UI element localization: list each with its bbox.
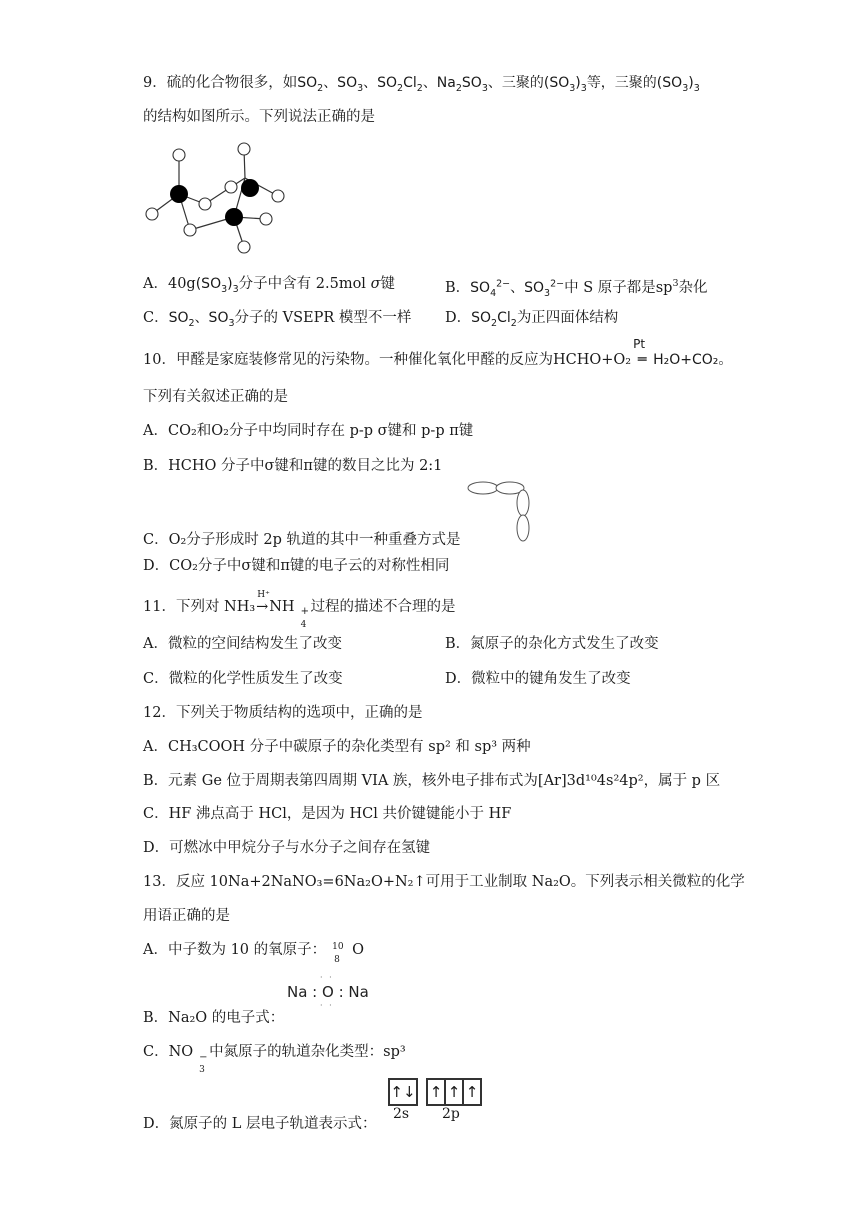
q10-stem-line2: 下列有关叙述正确的是	[143, 389, 288, 405]
q12-option-c[interactable]: C．HF 沸点高于 HCl，是因为 HCl 共价键键能小于 HF	[143, 806, 512, 822]
atomic-number: 8	[334, 955, 340, 965]
q9-option-c[interactable]: C．$SO_2$、$SO_3$分子的 VSEPR 模型不一样	[143, 310, 412, 329]
q9-option-b[interactable]: B．$SO_4^{2-}$、$SO_3^{2-}$中 S 原子都是$sp^3$杂化	[445, 278, 708, 299]
nitrogen-l-shell-orbital-diagram: ↑↓ ↑ ↑ ↑ 2s 2p	[386, 1076, 486, 1126]
q12-option-b[interactable]: B．元素 Ge 位于周期表第四周期 VIA 族，核外电子排布式为[Ar]3d¹⁰4s²4p²，属于 p 区	[143, 773, 721, 789]
q13-stem-line2: 用语正确的是	[143, 908, 230, 924]
orbital-label-2s: 2s	[393, 1106, 410, 1122]
p-orbital-overlap-diagram	[466, 480, 536, 544]
q11-stem: 11．下列对 NH₃ H⁺ →NH + 4 过程的描述不合理的是	[143, 590, 456, 630]
na2o-lewis-structure: · · Na : O : Na · ·	[287, 973, 369, 1010]
q11-option-a[interactable]: A．微粒的空间结构发生了改变	[143, 636, 342, 652]
q10-option-c[interactable]: C．O₂分子形成时 2p 轨道的其中一种重叠方式是	[143, 532, 461, 548]
q13-option-b[interactable]: B．Na₂O 的电子式：	[143, 1010, 285, 1026]
q9-stem: 9．硫的化合物很多，如$SO_2$、$SO_3$、$SO_2Cl_2$、$Na_2SO_3$、三聚的$(SO_3)_3$等，三聚的$(SO_3)_3$	[143, 75, 700, 94]
element-symbol: O	[352, 942, 365, 958]
q13-option-c[interactable]: C．NO − 3 中氮原子的轨道杂化类型：sp³	[143, 1044, 406, 1075]
q13-option-d[interactable]: D．氮原子的 L 层电子轨道表示式：	[143, 1116, 377, 1132]
q13-option-a[interactable]: A．中子数为 10 的氧原子： 10 8 O	[143, 940, 364, 960]
q11-option-b[interactable]: B．氮原子的杂化方式发生了改变	[445, 636, 659, 652]
q9-stem-line2: 的结构如图所示。下列说法正确的是	[143, 109, 375, 125]
q11-option-c[interactable]: C．微粒的化学性质发生了改变	[143, 671, 343, 687]
q10-option-d[interactable]: D．CO₂分子中σ键和π键的电子云的对称性相同	[143, 558, 450, 574]
q12-stem: 12．下列关于物质结构的选项中，正确的是	[143, 705, 423, 721]
mass-number: 10	[332, 942, 344, 952]
q12-option-a[interactable]: A．CH₃COOH 分子中碳原子的杂化类型有 sp² 和 sp³ 两种	[143, 739, 531, 755]
orbital-label-2p: 2p	[442, 1106, 460, 1122]
q10-option-a[interactable]: A．CO₂和O₂分子中均同时存在 p-p σ键和 p-p π键	[143, 423, 474, 439]
lewis-formula: Na : O : Na	[287, 983, 369, 1001]
q10-stem: 10．甲醛是家庭装修常见的污染物。一种催化氧化甲醛的反应为HCHO+O₂ Pt ═ H₂O+CO₂。	[143, 350, 732, 370]
so3-trimer-structure	[142, 140, 292, 260]
q13-stem: 13．反应 10Na+2NaNO₃=6Na₂O+N₂↑可用于工业制取 Na₂O。下列表示相关微粒的化学	[143, 874, 745, 890]
q12-option-d[interactable]: D．可燃冰中甲烷分子与水分子之间存在氢键	[143, 840, 431, 856]
q9-option-a[interactable]: A．$40g(SO_3)_3$分子中含有 2.5mol σ键	[143, 276, 395, 295]
q10-option-b[interactable]: B．HCHO 分子中σ键和π键的数目之比为 2:1	[143, 458, 443, 474]
catalyst-label: Pt	[633, 337, 646, 351]
q11-option-d[interactable]: D．微粒中的键角发生了改变	[445, 671, 631, 687]
q9-option-d[interactable]: D．$SO_2Cl_2$为正四面体结构	[445, 310, 619, 329]
